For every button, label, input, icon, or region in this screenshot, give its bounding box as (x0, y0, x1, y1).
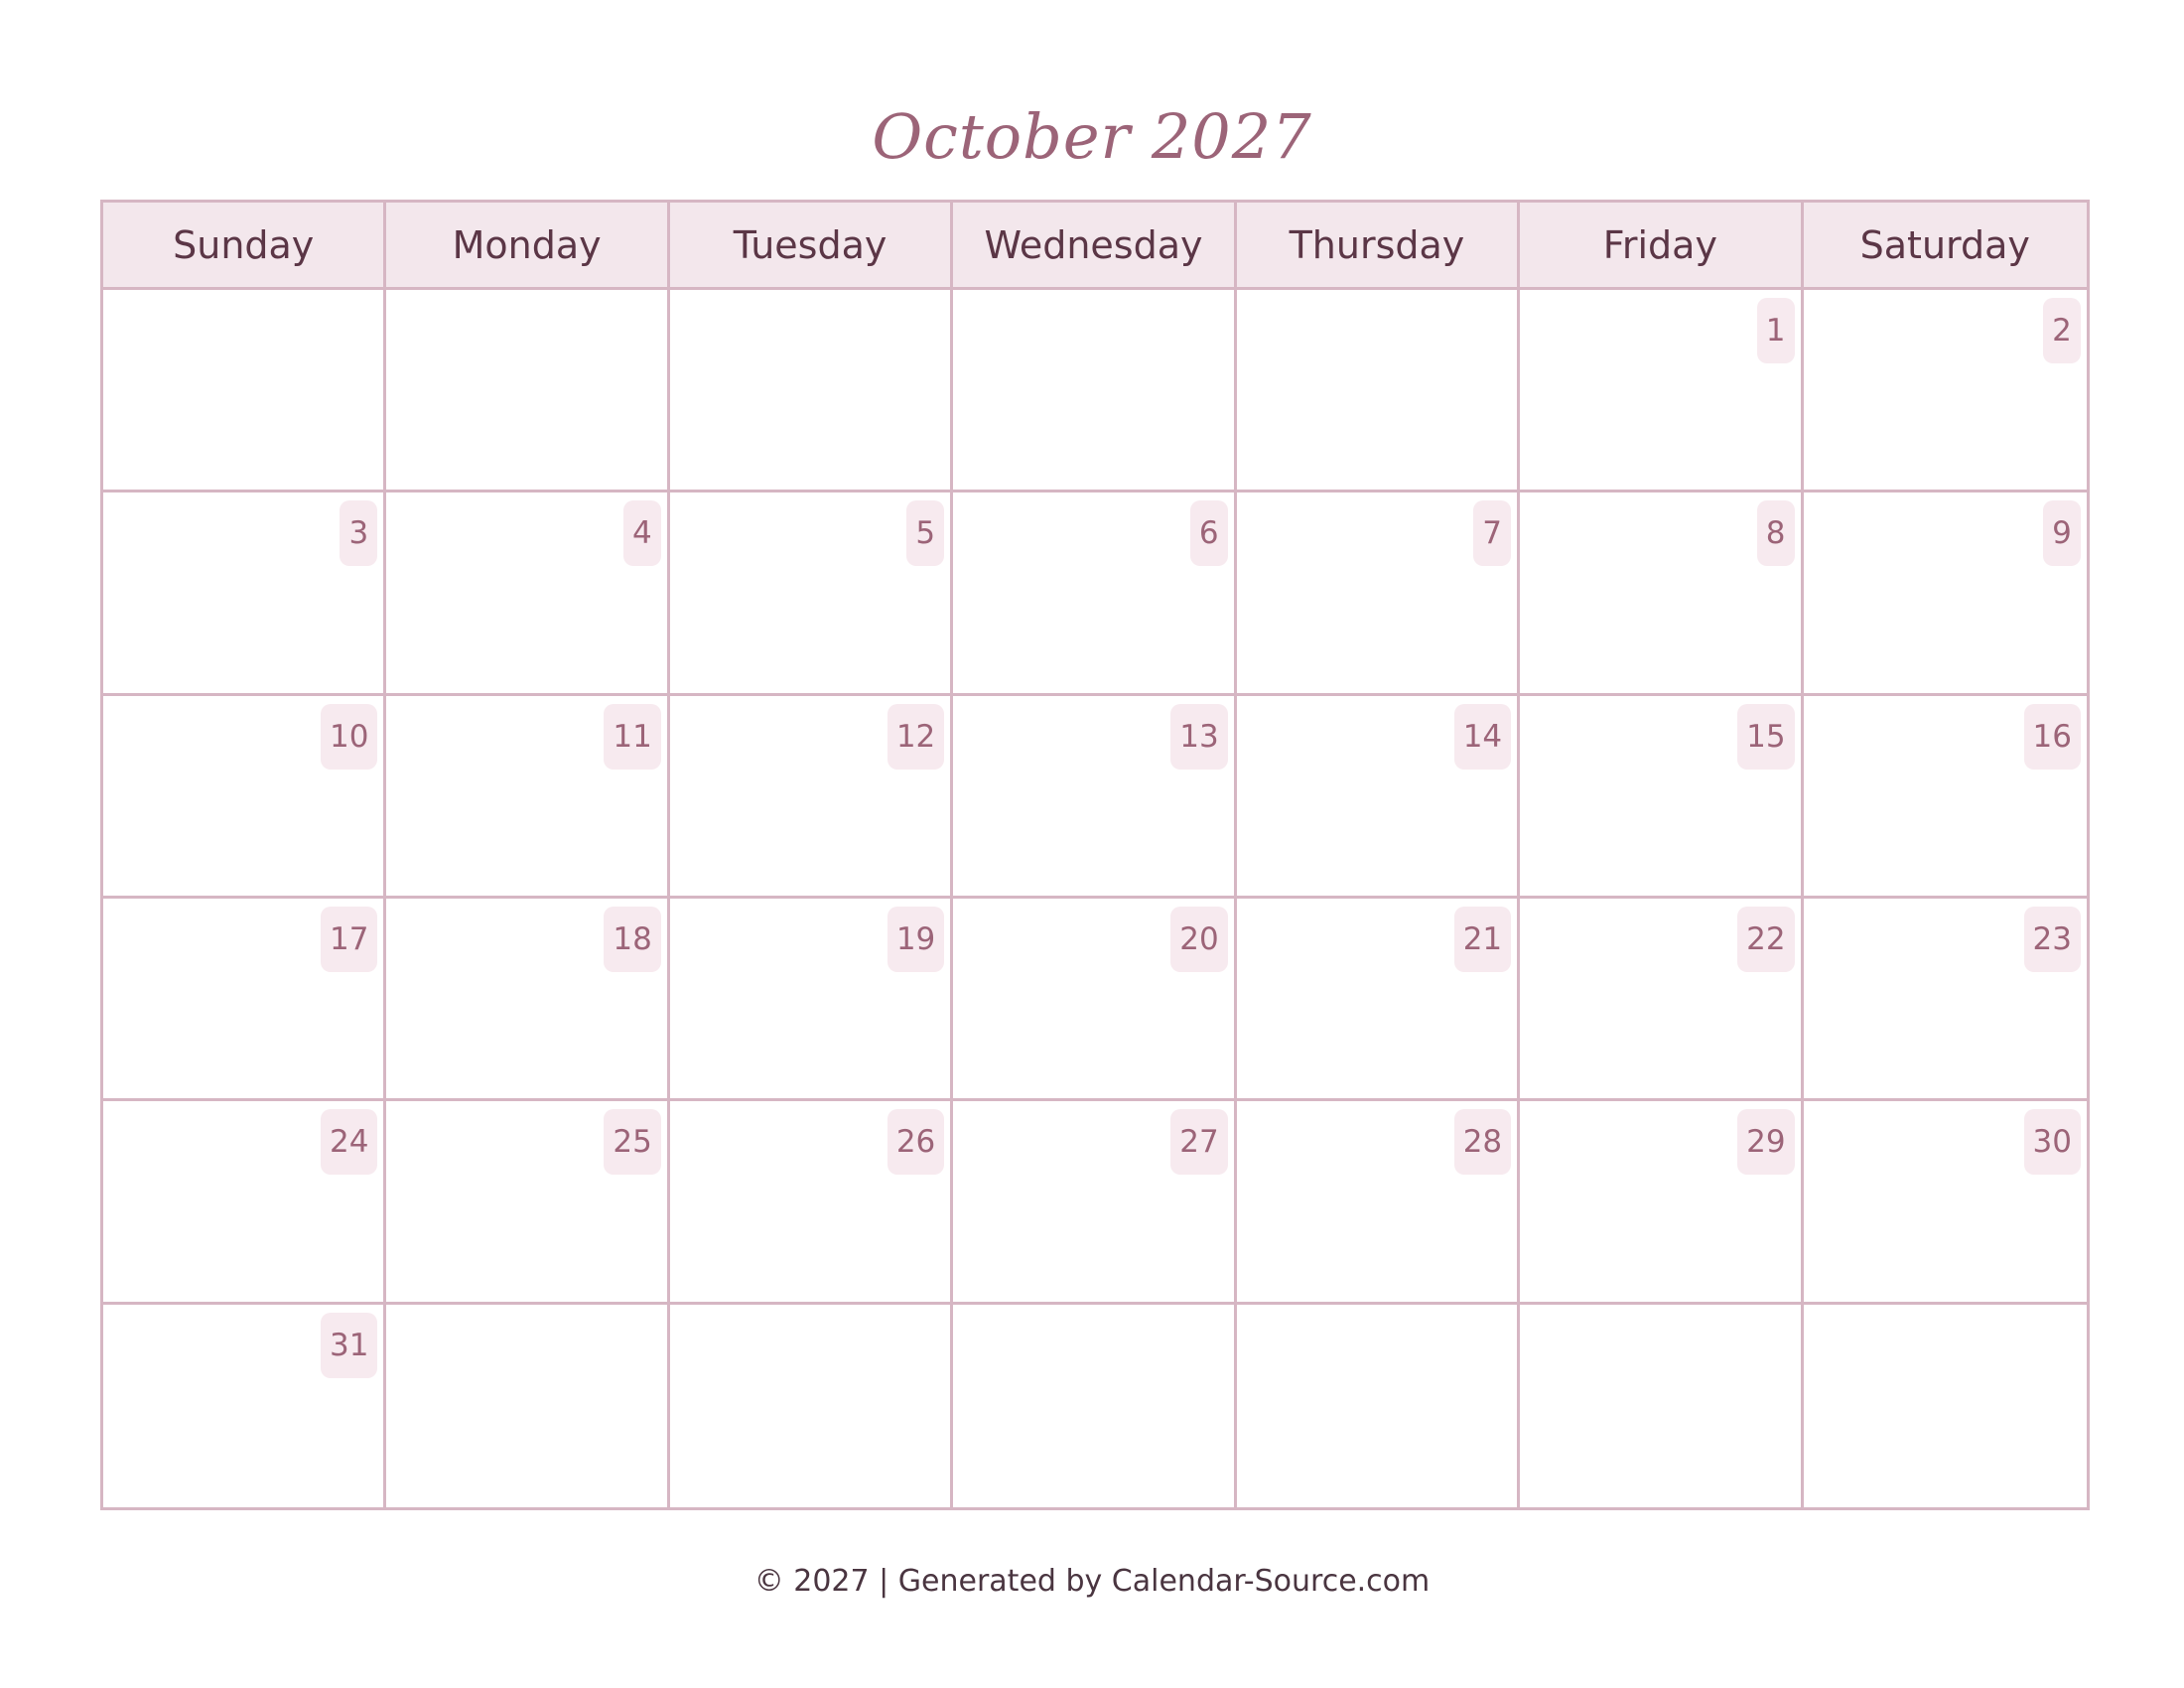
day-cell[interactable] (670, 290, 953, 492)
day-number: 16 (2024, 704, 2081, 770)
day-cell[interactable] (103, 290, 386, 492)
weekday-header-friday: Friday (1520, 203, 1803, 290)
day-cell[interactable] (670, 492, 953, 695)
day-number: 25 (604, 1109, 660, 1175)
day-number: 27 (1170, 1109, 1227, 1175)
day-number: 8 (1757, 500, 1795, 566)
day-cell[interactable] (1804, 492, 2087, 695)
day-cell[interactable] (1237, 492, 1520, 695)
day-cell[interactable] (670, 1101, 953, 1304)
day-cell[interactable] (1520, 1101, 1803, 1304)
day-number: 26 (887, 1109, 944, 1175)
day-number: 28 (1454, 1109, 1511, 1175)
weekday-header-saturday: Saturday (1804, 203, 2087, 290)
weekday-header-sunday: Sunday (103, 203, 386, 290)
day-number: 14 (1454, 704, 1511, 770)
day-number: 29 (1737, 1109, 1794, 1175)
day-number: 15 (1737, 704, 1794, 770)
day-cell[interactable] (1520, 696, 1803, 899)
day-number: 5 (906, 500, 944, 566)
weekday-header-monday: Monday (386, 203, 669, 290)
day-number: 30 (2024, 1109, 2081, 1175)
day-cell[interactable] (953, 899, 1236, 1101)
day-number: 20 (1170, 907, 1227, 972)
calendar-title: October 2027 (872, 100, 1312, 173)
day-cell[interactable] (103, 1101, 386, 1304)
day-number: 6 (1190, 500, 1228, 566)
day-cell[interactable] (670, 1305, 953, 1507)
day-cell[interactable] (1520, 290, 1803, 492)
day-cell[interactable] (386, 290, 669, 492)
day-cell[interactable] (953, 1101, 1236, 1304)
day-cell[interactable] (953, 1305, 1236, 1507)
day-cell[interactable] (953, 696, 1236, 899)
day-number: 4 (623, 500, 661, 566)
day-cell[interactable] (386, 1101, 669, 1304)
day-number: 11 (604, 704, 660, 770)
day-cell[interactable] (1520, 1305, 1803, 1507)
day-cell[interactable] (670, 899, 953, 1101)
day-cell[interactable] (953, 290, 1236, 492)
calendar-grid (100, 200, 2090, 1510)
day-number: 19 (887, 907, 944, 972)
day-number: 24 (321, 1109, 377, 1175)
day-number: 18 (604, 907, 660, 972)
day-number: 10 (321, 704, 377, 770)
day-cell[interactable] (386, 899, 669, 1101)
day-cell[interactable] (1237, 696, 1520, 899)
day-cell[interactable] (1804, 1101, 2087, 1304)
day-cell[interactable] (103, 696, 386, 899)
day-cell[interactable] (386, 492, 669, 695)
day-cell[interactable] (1237, 1305, 1520, 1507)
day-cell[interactable] (1804, 1305, 2087, 1507)
day-cell[interactable] (1804, 696, 2087, 899)
day-number: 1 (1757, 298, 1795, 363)
day-cell[interactable] (103, 1305, 386, 1507)
day-cell[interactable] (386, 1305, 669, 1507)
day-number: 23 (2024, 907, 2081, 972)
day-cell[interactable] (1520, 899, 1803, 1101)
day-cell[interactable] (1237, 290, 1520, 492)
day-number: 31 (321, 1313, 377, 1378)
weekday-header-thursday: Thursday (1237, 203, 1520, 290)
day-cell[interactable] (953, 492, 1236, 695)
weekday-header-tuesday: Tuesday (670, 203, 953, 290)
day-cell[interactable] (670, 696, 953, 899)
day-cell[interactable] (103, 899, 386, 1101)
day-cell[interactable] (1520, 492, 1803, 695)
day-number: 7 (1473, 500, 1511, 566)
day-number: 2 (2043, 298, 2081, 363)
day-number: 13 (1170, 704, 1227, 770)
day-number: 3 (340, 500, 377, 566)
weekday-header-wednesday: Wednesday (953, 203, 1236, 290)
day-cell[interactable] (1237, 1101, 1520, 1304)
day-cell[interactable] (386, 696, 669, 899)
day-number: 21 (1454, 907, 1511, 972)
day-number: 9 (2043, 500, 2081, 566)
day-cell[interactable] (1804, 899, 2087, 1101)
day-cell[interactable] (1804, 290, 2087, 492)
day-number: 22 (1737, 907, 1794, 972)
day-cell[interactable] (103, 492, 386, 695)
footer-credit: © 2027 | Generated by Calendar-Source.com (753, 1564, 1431, 1599)
day-number: 12 (887, 704, 944, 770)
day-number: 17 (321, 907, 377, 972)
day-cell[interactable] (1237, 899, 1520, 1101)
